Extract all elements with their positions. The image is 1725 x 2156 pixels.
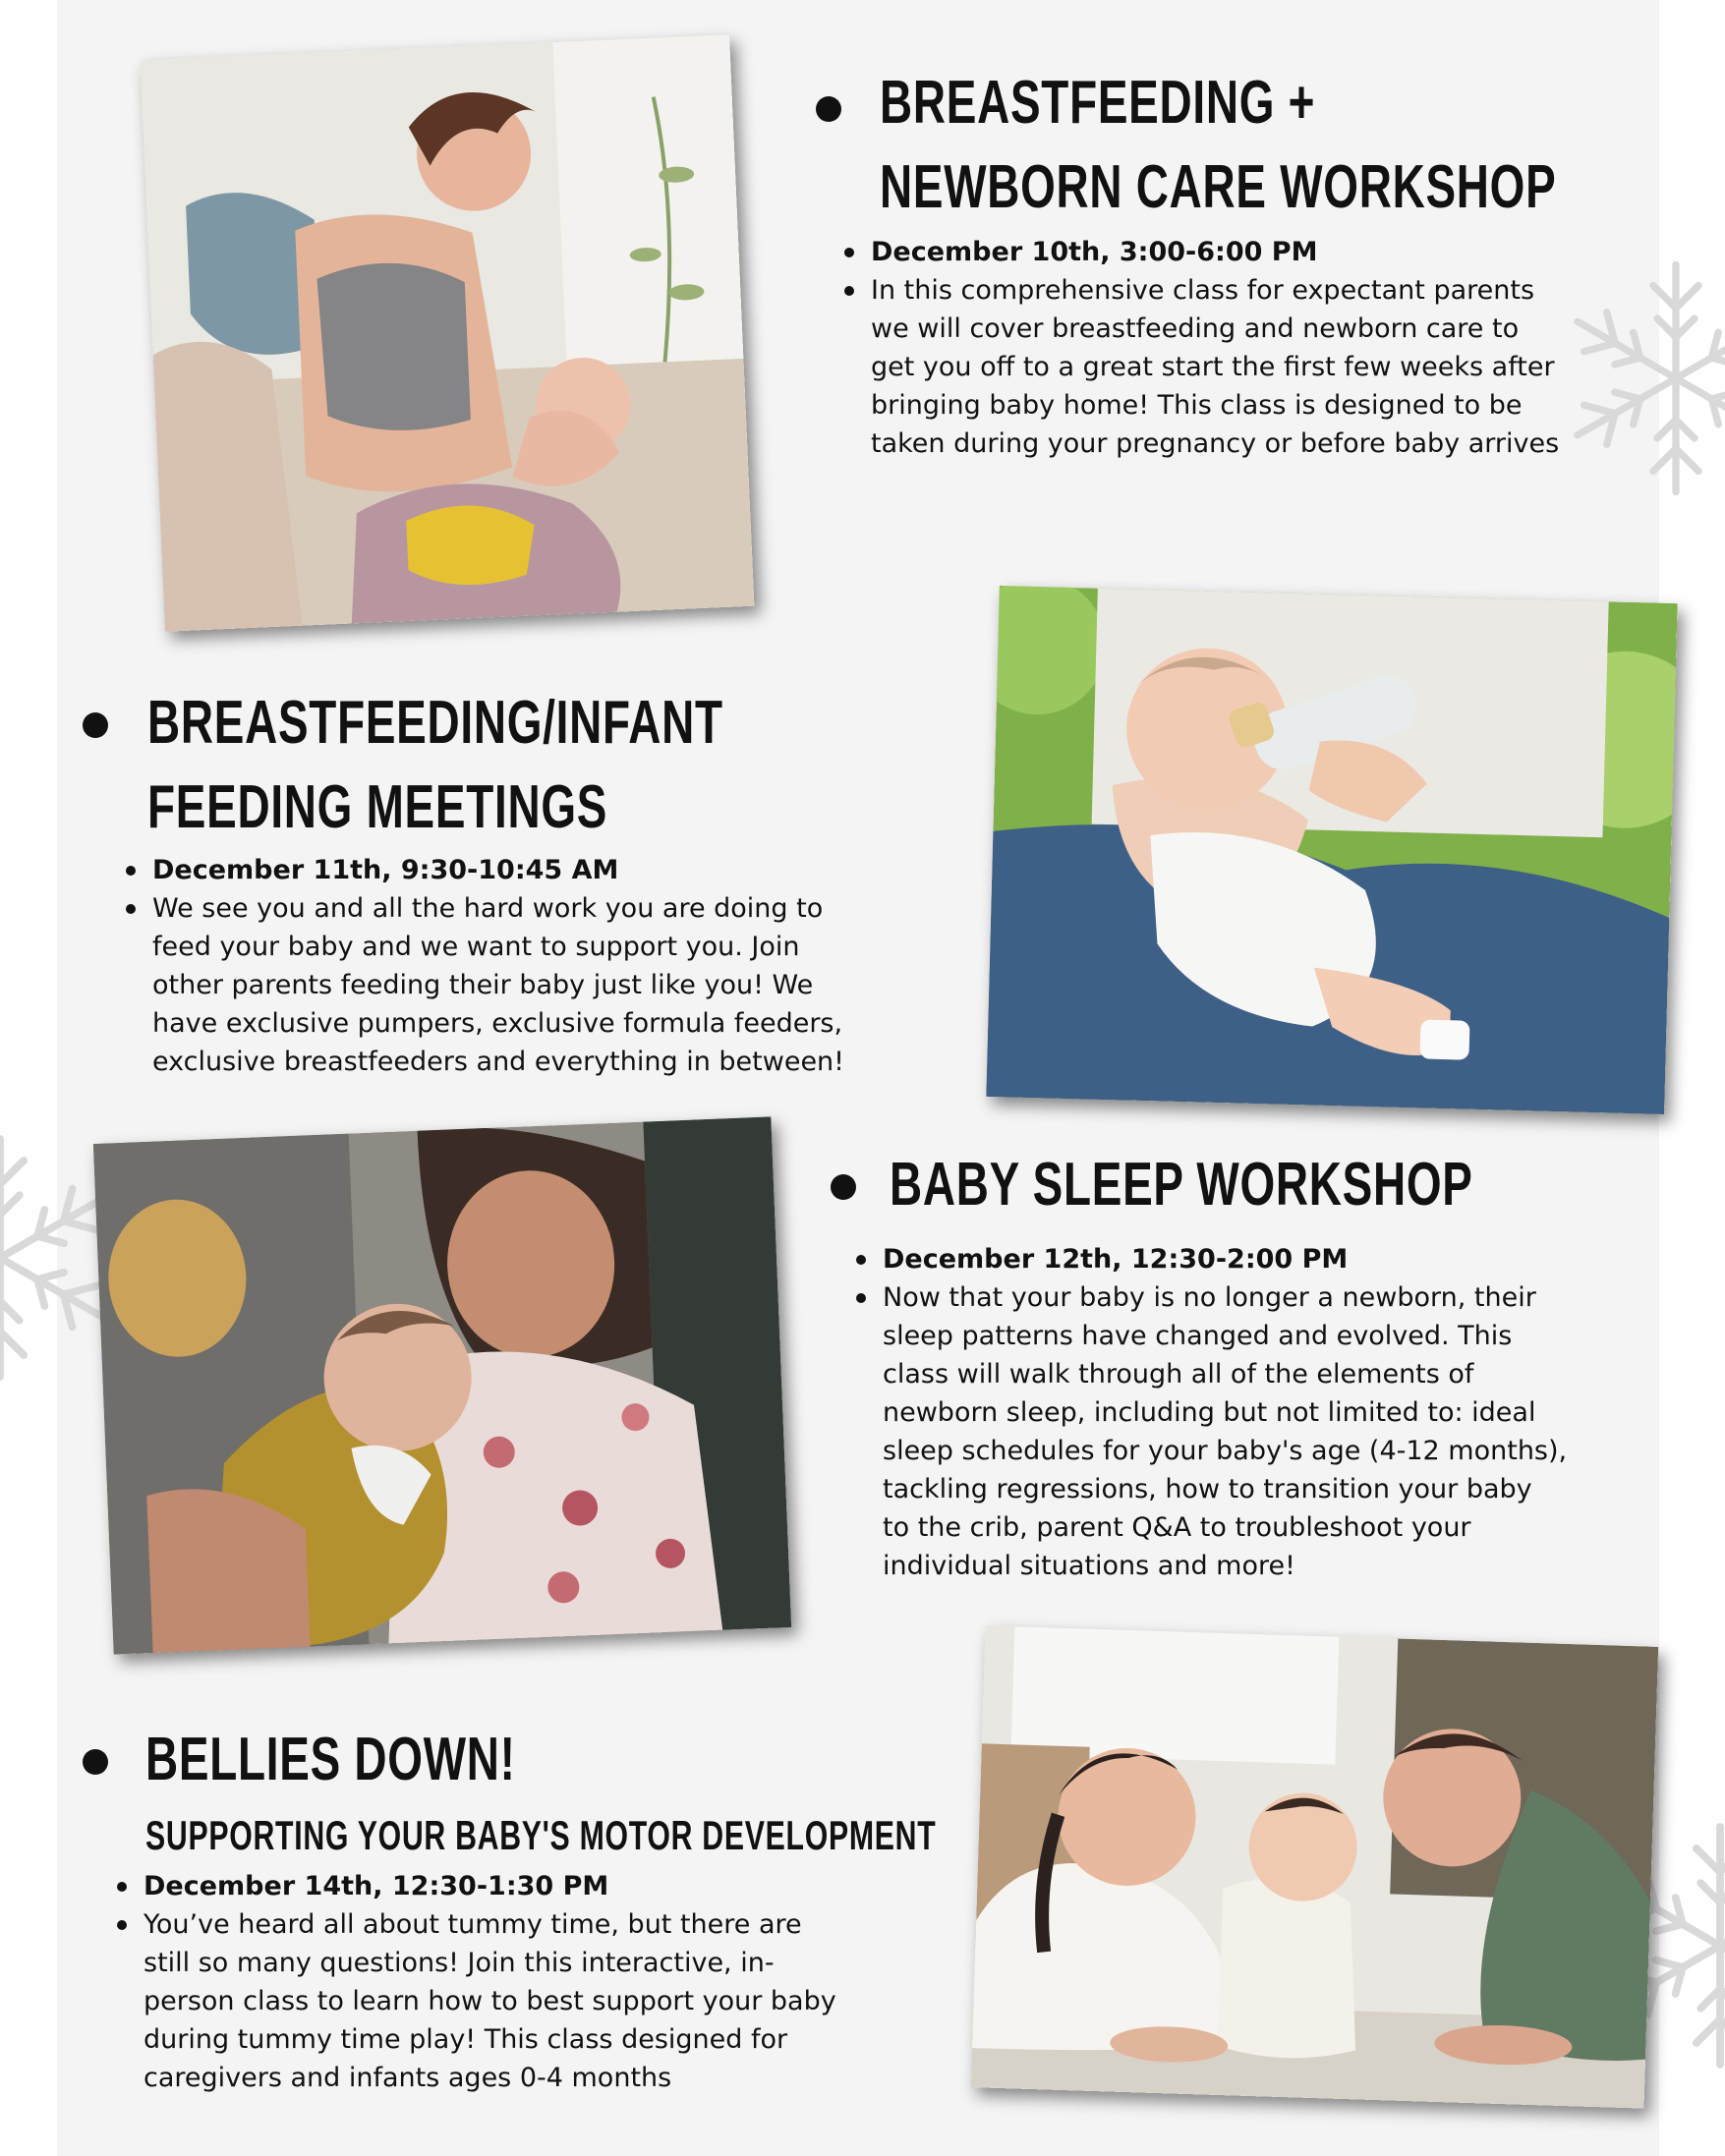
section-subtitle: SUPPORTING YOUR BABY'S MOTOR DEVELOPMENT bbox=[145, 1812, 937, 1858]
section-details bbox=[114, 1867, 940, 2097]
event-description: You’ve heard all about tummy time, but there are still so many questions! Join this interactive, in- person class to learn how to best support your baby during tummy time play! This class designed for caregivers and infants ages 0-4 months bbox=[114, 1905, 940, 2097]
section-details bbox=[853, 1240, 1679, 1585]
newborn-cuddle-photo bbox=[93, 1116, 791, 1654]
section-title: BABY SLEEP WORKSHOP bbox=[890, 1151, 1473, 1219]
bottle-feeding-photo bbox=[986, 586, 1677, 1114]
snowflake-icon bbox=[0, 1120, 108, 1395]
event-description: We see you and all the hard work you are doing to feed your baby and we want to support you. Join other parents feeding their baby just like you! We have exclusive pumpers, exclusive formula feeders, exclusive breastfeeders and everything in between! bbox=[123, 889, 949, 1081]
event-date: December 10th, 3:00-6:00 PM bbox=[841, 233, 1667, 271]
event-description: In this comprehensive class for expectant parents we will cover breastfeeding and newborn care to get you off to a great start the first few weeks after bringing baby home! This class is designed to be taken during your pregnancy or before baby arrives bbox=[841, 271, 1667, 463]
tummy-time-family-photo bbox=[971, 1625, 1658, 2108]
event-date: December 11th, 9:30-10:45 AM bbox=[123, 851, 949, 889]
section-title: BELLIES DOWN! bbox=[145, 1726, 516, 1793]
section-bullet bbox=[831, 1174, 856, 1200]
section-bullet bbox=[83, 712, 108, 738]
event-date: December 14th, 12:30-1:30 PM bbox=[114, 1867, 940, 1905]
section-details bbox=[841, 233, 1667, 463]
section-bullet bbox=[816, 96, 841, 122]
breastfeeding-photo bbox=[141, 34, 755, 632]
section-details bbox=[123, 851, 949, 1081]
section-bullet bbox=[83, 1749, 108, 1775]
event-description: Now that your baby is no longer a newborn, their sleep patterns have changed and evolved. This class will walk through all of the elements of newborn sleep, including but not limited to: ideal sleep schedules for your baby's age (4-12 months), tackling regressions, how to transition your baby to the crib, parent Q&A to troubleshoot your individual situations and more! bbox=[853, 1278, 1679, 1585]
section-title: BREASTFEEDING/INFANT FEEDING MEETINGS bbox=[147, 689, 723, 841]
section-title: BREASTFEEDING + NEWBORN CARE WORKSHOP bbox=[880, 69, 1557, 221]
event-date: December 12th, 12:30-2:00 PM bbox=[853, 1240, 1679, 1278]
